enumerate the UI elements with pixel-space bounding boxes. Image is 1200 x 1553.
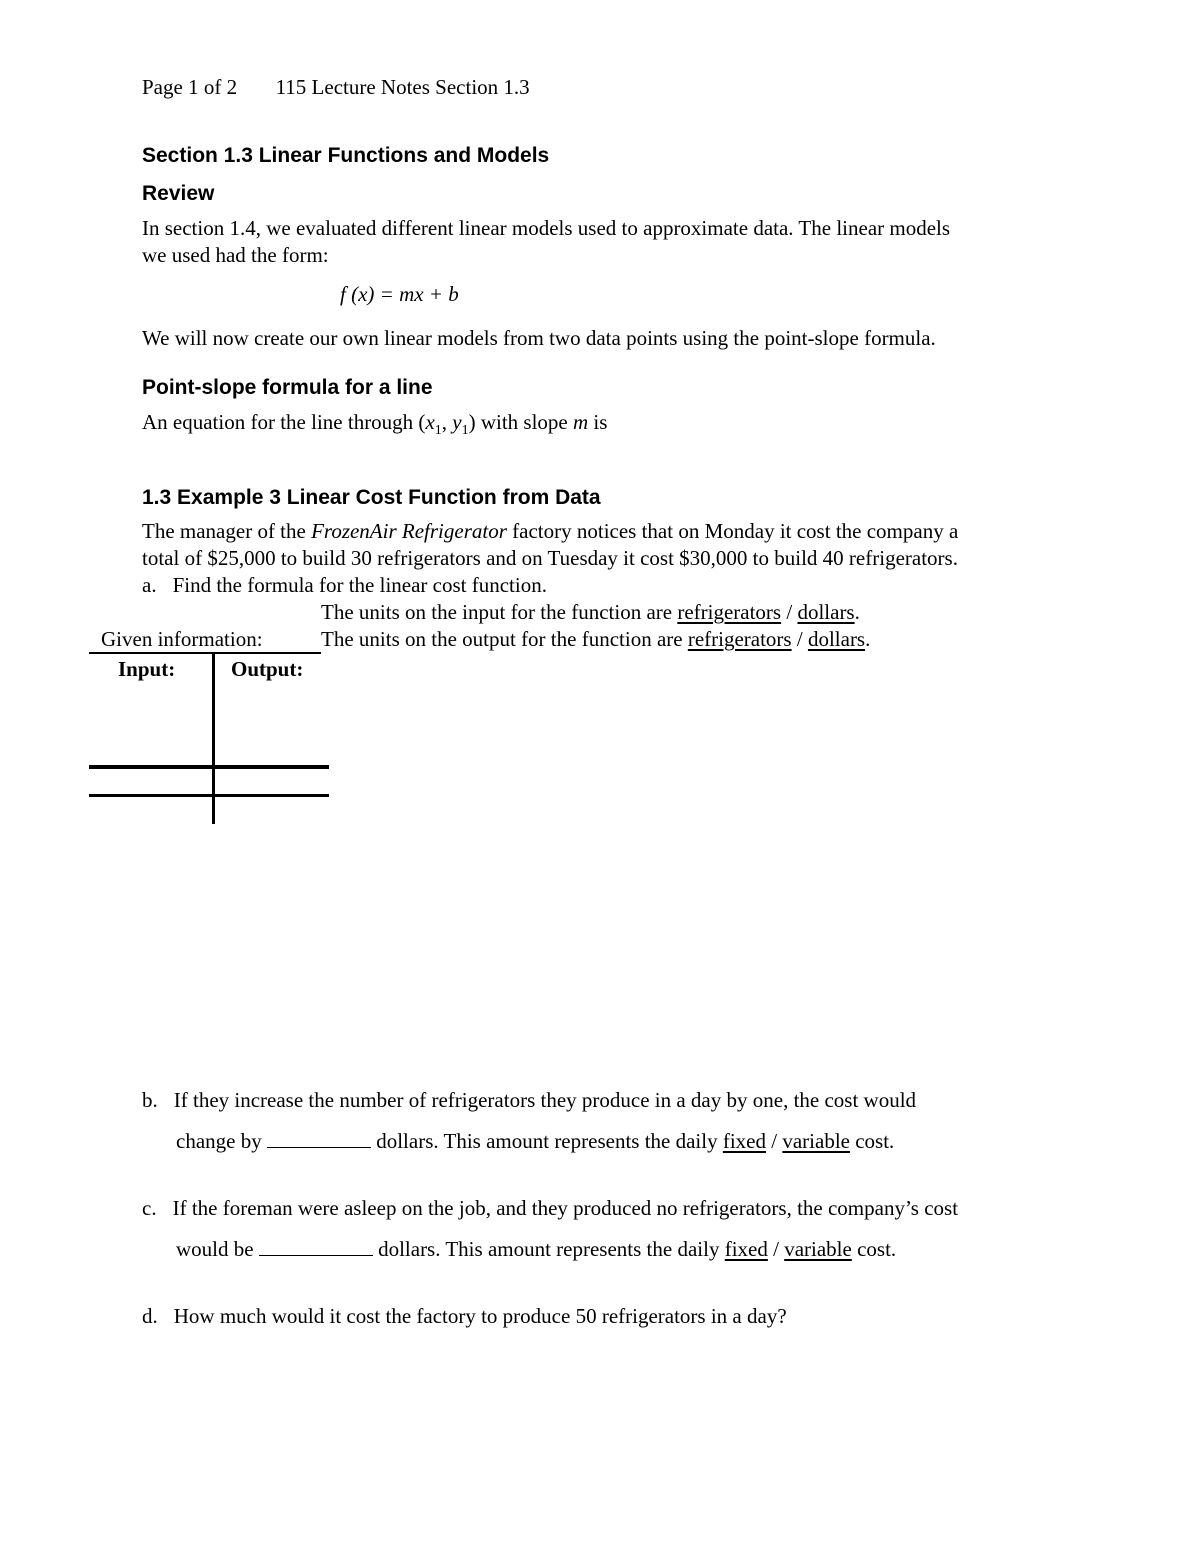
page-label: Page 1 of 2: [142, 75, 238, 99]
units-input-option-dollars[interactable]: dollars: [797, 600, 855, 624]
part-b-answer-blank[interactable]: [267, 1129, 371, 1148]
table-row-divider-1: [89, 765, 329, 769]
part-d: [142, 1303, 787, 1329]
part-b-mid: dollars. This amount represents the daily: [376, 1129, 723, 1153]
units-input-slash: /: [781, 600, 798, 624]
units-input-prefix: The units on the input for the function are: [321, 600, 678, 624]
units-input-period: .: [854, 600, 860, 624]
table-input-header: Input:: [118, 657, 176, 681]
units-output-line: [321, 626, 870, 652]
comma: ,: [441, 410, 453, 434]
part-d-label: d.: [142, 1304, 158, 1328]
example-heading: 1.3 Example 3 Linear Cost Function from Data: [142, 486, 601, 509]
y-subscript: 1: [461, 423, 469, 439]
table-output-header: Output:: [231, 657, 304, 681]
given-information-label: Given information:: [101, 627, 263, 651]
units-output-option-dollars[interactable]: dollars: [807, 627, 866, 651]
part-b-option-fixed[interactable]: fixed: [722, 1129, 766, 1153]
y-variable: y: [452, 410, 462, 434]
part-c-prefix: would be: [176, 1237, 254, 1261]
units-output-prefix: The units on the output for the function are: [321, 627, 688, 651]
x-subscript: 1: [434, 423, 442, 439]
part-c-label: c.: [142, 1196, 157, 1220]
part-d-question: How much would it cost the factory to produce 50 refrigerators in a day?: [173, 1304, 787, 1328]
intro-suffix: factory notices that on Monday it cost the company a: [506, 519, 959, 543]
units-output-option-refrigerators[interactable]: refrigerators: [687, 627, 792, 651]
part-c-mid: dollars. This amount represents the daily: [378, 1237, 725, 1261]
table-row-divider-2: [89, 794, 329, 797]
m-variable: m: [573, 410, 589, 434]
point-slope-text-before: An equation for the line through (: [142, 410, 426, 434]
part-c-line-2: [176, 1236, 896, 1262]
review-heading: Review: [142, 182, 215, 205]
point-slope-text-after: is: [588, 410, 608, 434]
units-output-slash: /: [791, 627, 808, 651]
page-header: [142, 74, 530, 100]
units-input-option-refrigerators[interactable]: refrigerators: [677, 600, 782, 624]
part-c-line-1: [142, 1195, 958, 1221]
linear-formula: f (x) = mx + b: [340, 282, 459, 306]
part-b-option-variable[interactable]: variable: [782, 1129, 850, 1153]
part-b-prefix: change by: [176, 1129, 262, 1153]
part-b-label: b.: [142, 1088, 158, 1112]
part-b-question: If they increase the number of refrigerators they produce in a day by one, the cost would: [173, 1088, 917, 1112]
part-a: [142, 572, 547, 598]
company-name: FrozenAir Refrigerator: [311, 519, 507, 543]
table-vertical-divider: [212, 654, 215, 824]
part-c-suffix: cost.: [851, 1237, 897, 1261]
example-intro-line-2: total of $25,000 to build 30 refrigerators and on Tuesday it cost $30,000 to build 40 refrigerators.: [142, 546, 958, 570]
doc-title: 115 Lecture Notes Section 1.3: [275, 75, 530, 99]
units-output-period: .: [865, 627, 871, 651]
part-a-label: a.: [142, 573, 157, 597]
part-b-line-2: [176, 1128, 894, 1154]
section-title: Section 1.3 Linear Functions and Models: [142, 144, 550, 167]
part-c-option-variable[interactable]: variable: [784, 1237, 852, 1261]
units-input-line: [321, 599, 860, 625]
part-c-slash: /: [767, 1237, 785, 1261]
intro-prefix: The manager of the: [142, 519, 312, 543]
part-c-answer-blank[interactable]: [259, 1237, 373, 1256]
review-line-2: we used had the form:: [142, 243, 329, 267]
part-b-suffix: cost.: [849, 1129, 895, 1153]
given-info-underline: [89, 652, 321, 654]
part-b-line-1: [142, 1087, 916, 1113]
point-slope-text-mid: ) with slope: [468, 410, 573, 434]
example-intro-line-1: [142, 518, 958, 544]
part-a-text: Find the formula for the linear cost function.: [172, 573, 547, 597]
part-c-option-fixed[interactable]: fixed: [724, 1237, 768, 1261]
point-slope-heading: Point-slope formula for a line: [142, 376, 433, 399]
part-b-slash: /: [766, 1129, 783, 1153]
point-slope-statement: [142, 409, 607, 444]
x-variable: x: [425, 410, 435, 434]
part-c-question: If the foreman were asleep on the job, and they produced no refrigerators, the company’s cost: [172, 1196, 959, 1220]
review-line-3: We will now create our own linear models from two data points using the point-slope formula.: [142, 326, 936, 350]
review-line-1: In section 1.4, we evaluated different linear models used to approximate data. The linear models: [142, 216, 951, 240]
